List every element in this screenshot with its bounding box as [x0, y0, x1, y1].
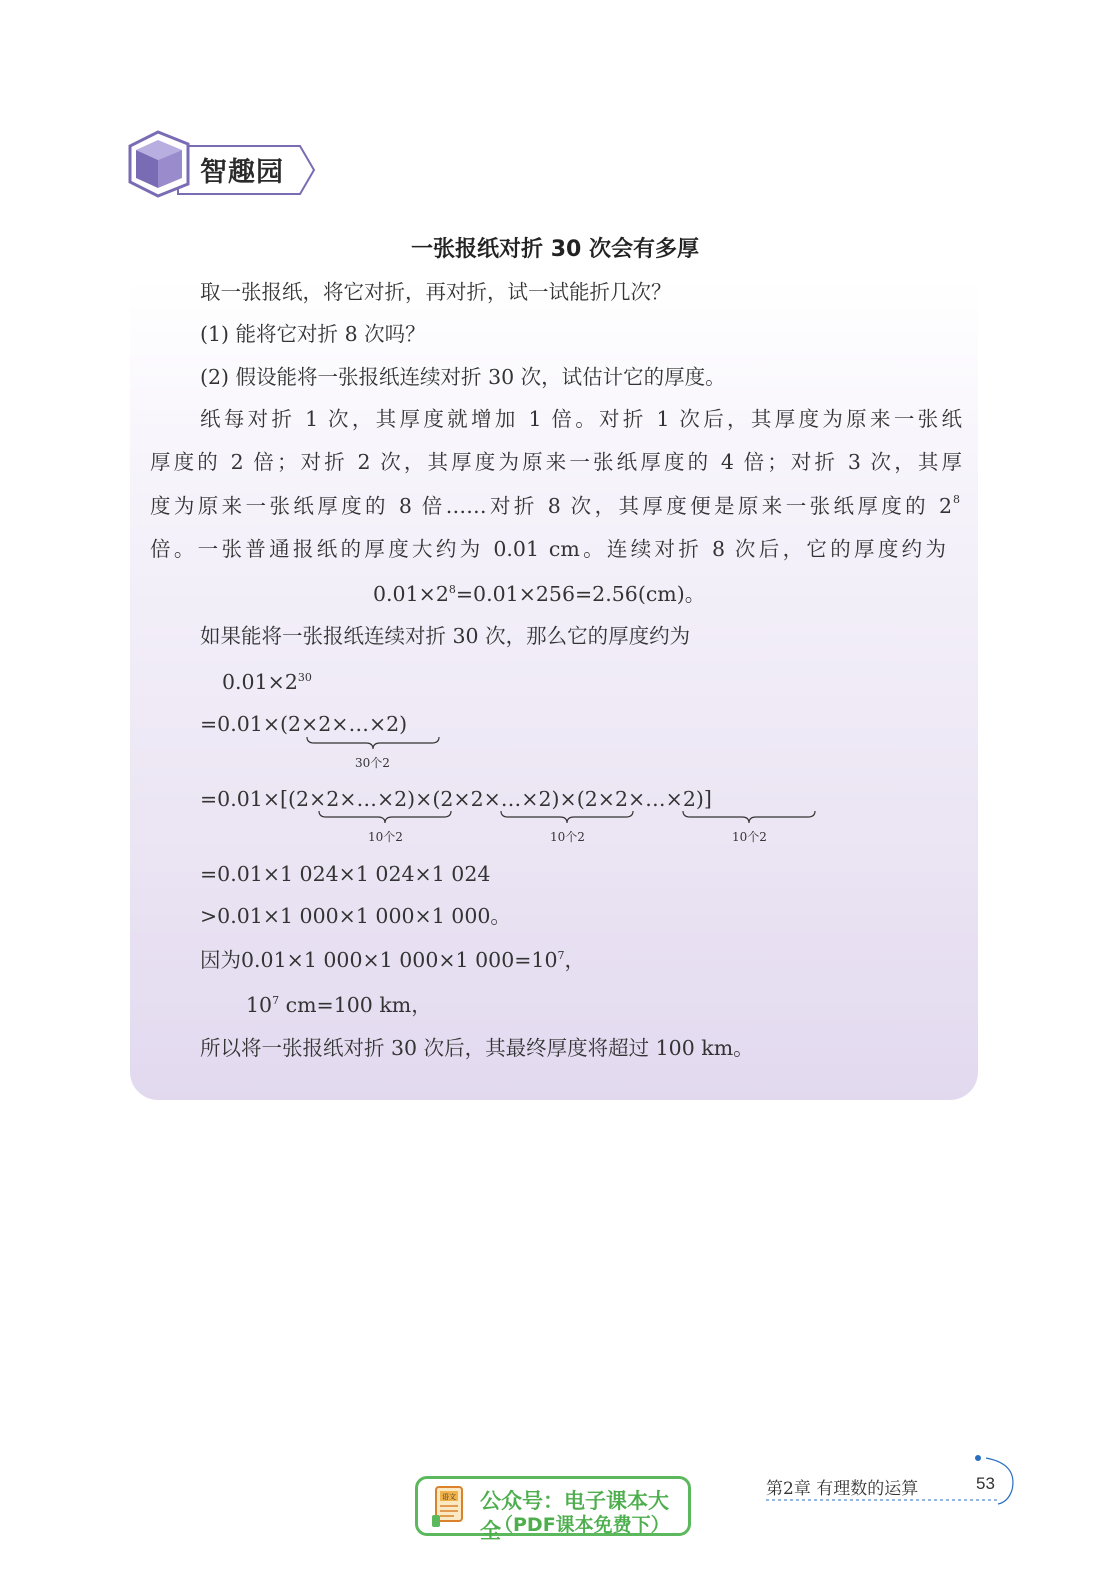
question-1: (1) 能将它对折 8 次吗？ — [200, 322, 426, 346]
explanation-line-1: 纸每对折 1 次，其厚度就增加 1 倍。对折 1 次后，其厚度为原来一张纸 — [200, 407, 962, 431]
explanation-line-3: 度为原来一张纸厚度的 8 倍……对折 8 次，其厚度便是原来一张纸厚度的 2 — [150, 494, 952, 518]
section-badge — [128, 130, 318, 200]
step-7-tail: cm=100 km， — [279, 993, 432, 1017]
step-6-text: 因为0.01×1 000×1 000×1 000=10 — [200, 948, 558, 972]
step-3-suffix: )] — [695, 787, 712, 811]
book-icon-label: 语文 — [442, 1493, 456, 1501]
explanation-line-2: 厚度的 2 倍；对折 2 次，其厚度为原来一张纸厚度的 4 倍；对折 3 次，其厚 — [150, 450, 962, 474]
step-3-group-1: 2×2×…×2 — [296, 787, 408, 811]
equation-exponent: 8 — [448, 583, 456, 597]
brace-label-10-c: 10个2 — [732, 830, 767, 844]
underbrace-10-a — [318, 810, 452, 824]
page-number: 53 — [976, 1474, 995, 1493]
step-3-group-3: 2×2×…×2 — [584, 787, 696, 811]
book-icon — [432, 1485, 472, 1529]
paragraph-30-folds: 如果能将一张报纸连续对折 30 次，那么它的厚度约为 — [200, 624, 691, 648]
step-2-inner: 2×2×…×2 — [288, 712, 400, 736]
equation-part-a: 0.01×2 — [373, 582, 449, 606]
article-title: 一张报纸对折 30 次会有多厚 — [411, 237, 699, 262]
question-2: (2) 假设能将一张报纸连续对折 30 次，试估计它的厚度。 — [200, 365, 726, 389]
exponent-8: 8 — [953, 493, 960, 506]
explanation-line-4: 倍。一张普通报纸的厚度大约为 0.01 cm。连续对折 8 次后，它的厚度约为 — [150, 537, 946, 561]
step-7-base: 10 — [246, 993, 273, 1017]
step-7-exponent: 7 — [272, 994, 280, 1008]
section-badge-label: 智趣园 — [200, 157, 284, 188]
conclusion-line: 所以将一张报纸对折 30 次后，其最终厚度将超过 100 km。 — [200, 1036, 754, 1060]
watermark-line-1: 公众号：电子课本大全 — [480, 1489, 669, 1543]
derivation-step-1-exponent: 30 — [297, 671, 312, 685]
underbrace-30 — [306, 736, 440, 750]
derivation-step-6 — [200, 950, 585, 971]
equation-line — [373, 584, 705, 605]
watermark-banner — [415, 1476, 691, 1543]
step-2-prefix: =0.01×( — [200, 712, 288, 736]
brace-label-30: 30个2 — [355, 756, 390, 770]
step-6-tail: ， — [564, 948, 585, 972]
underbrace-10-b — [500, 810, 634, 824]
derivation-step-5: >0.01×1 000×1 000×1 000。 — [200, 904, 511, 928]
underbrace-10-c — [682, 810, 816, 824]
step-2-suffix: ) — [399, 712, 408, 736]
intro-paragraph: 取一张报纸，将它对折，再对折，试一试能折几次？ — [200, 280, 672, 304]
brace-label-10-a: 10个2 — [368, 830, 403, 844]
derivation-step-4: =0.01×1 024×1 024×1 024 — [200, 862, 491, 886]
step-3-prefix: =0.01×[( — [200, 787, 296, 811]
derivation-step-3 — [200, 789, 712, 810]
step-3-sep-1: )×( — [407, 787, 441, 811]
equation-part-b: =0.01×256=2.56(cm)。 — [455, 582, 706, 606]
step-3-group-2: 2×2×…×2 — [440, 787, 552, 811]
watermark-line-2: （PDF课本免费下） — [494, 1514, 670, 1536]
derivation-step-7 — [246, 995, 432, 1016]
brace-label-10-b: 10个2 — [550, 830, 585, 844]
step-6-exponent: 7 — [557, 949, 565, 963]
step-3-sep-2: )×( — [551, 787, 585, 811]
derivation-step-2 — [200, 714, 407, 735]
chapter-label: 第2章 有理数的运算 — [766, 1479, 919, 1499]
derivation-step-1-base: 0.01×2 — [222, 670, 298, 694]
derivation-step-1 — [222, 672, 312, 693]
